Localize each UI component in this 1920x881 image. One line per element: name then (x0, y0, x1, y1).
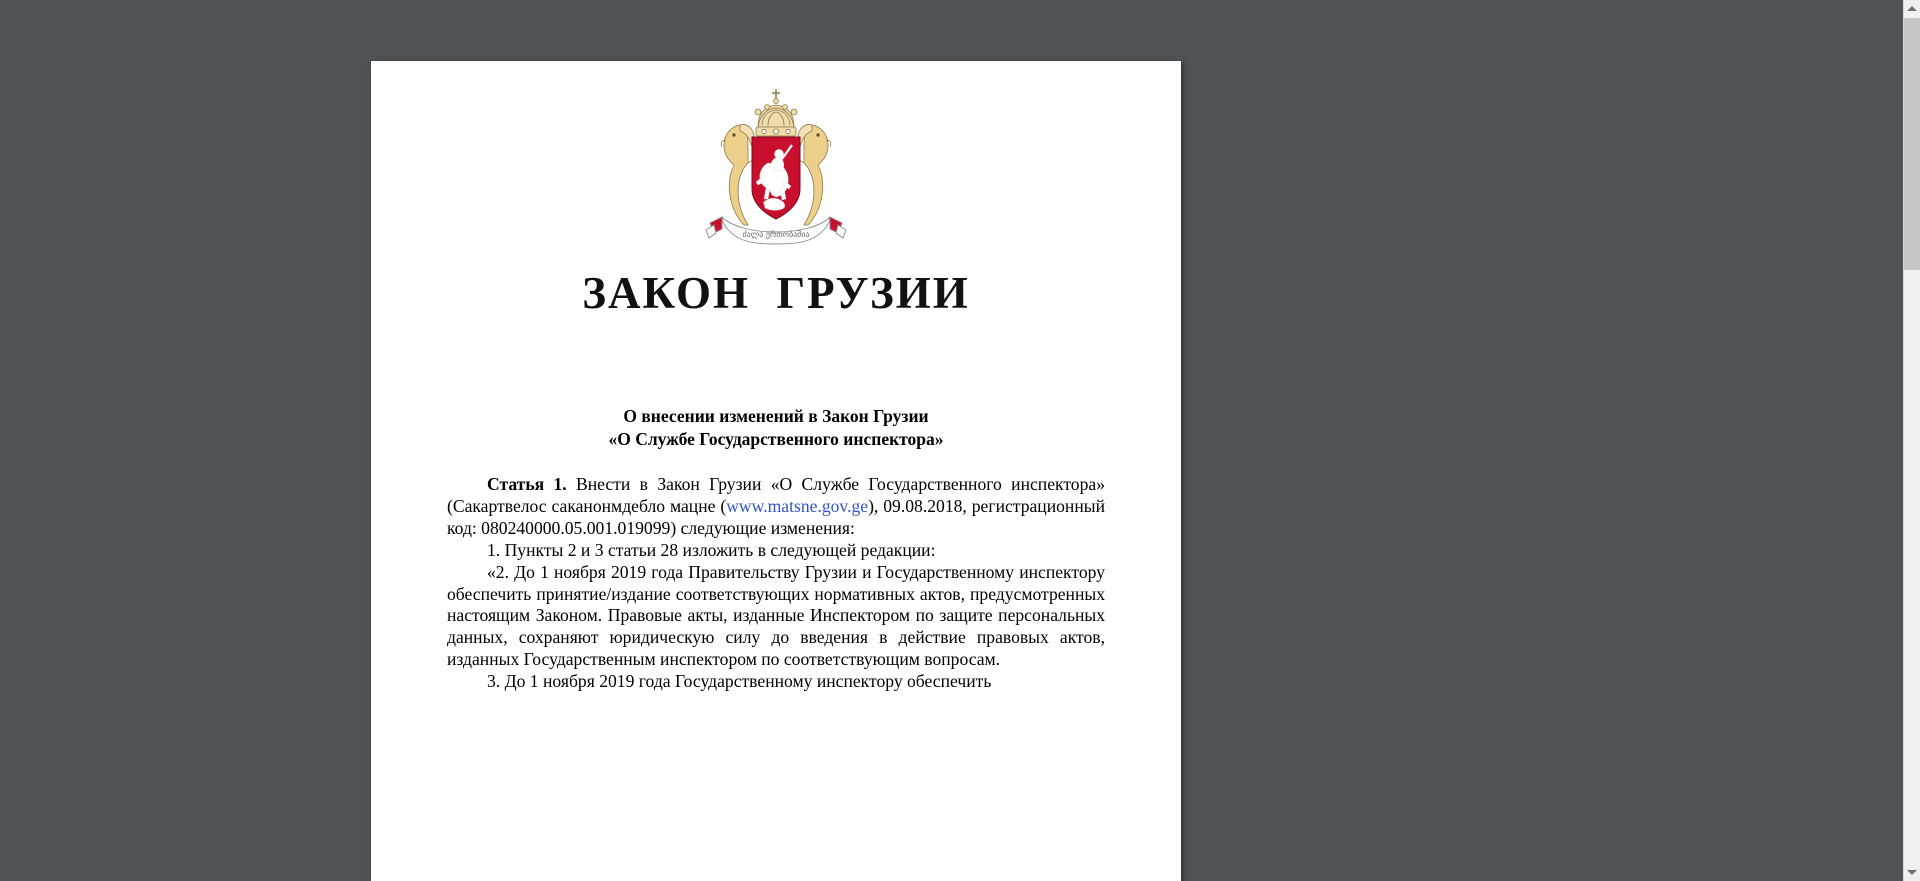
emblem-container (447, 61, 1105, 239)
paragraph-item-2: «2. До 1 ноября 2019 года Правительству Грузии и Государственному инспектору обеспечить принятие/издание соответствующих нормативных актов, предусмотренных настоящим Законом. Правовые акты, изданные Инспектором по защите персональных данных, сохраняют юридическую силу до введения в действие правовых актов, изданных Государственным инспектором по соответствующим вопросам. (447, 561, 1105, 670)
subtitle-line-2: «О Службе Государственного инспектора» (608, 429, 944, 450)
paragraph-article-1 (447, 474, 1105, 540)
document-page (371, 61, 1181, 881)
document-body (447, 474, 1105, 693)
matsne-link[interactable]: www.matsne.gov.ge (726, 495, 869, 516)
page-title: ЗАКОН ГРУЗИИ (582, 268, 970, 318)
article-1-text-before-link: Внести в Закон Грузии «О Службе Государственного инспектора» (Сакартвелос саканонмдебло мацне ( (447, 474, 1106, 516)
scroll-down-button[interactable] (1904, 864, 1920, 881)
paragraph-item-1: 1. Пункты 2 и 3 статьи 28 изложить в следующей редакции: (487, 539, 936, 560)
document-subtitle (447, 405, 1105, 453)
paragraph-item-3: 3. До 1 ноября 2019 года Государственному инспектору обеспечить (487, 671, 992, 692)
svg-text:ძალა ერთობაშია: ძალა ერთობაშია (742, 230, 810, 239)
article-1-text-after-link: ), 09.08.2018, регистрационный код: 080240000.05.001.019099) следующие изменения: (447, 495, 1106, 538)
coat-of-arms-of-georgia-icon (696, 85, 856, 247)
chevron-down-icon (1907, 870, 1917, 875)
article-1-label: Статья 1. (487, 474, 567, 495)
chevron-up-icon (1907, 6, 1917, 11)
scrollbar-thumb[interactable] (1904, 18, 1920, 270)
vertical-scrollbar[interactable] (1903, 0, 1920, 881)
subtitle-line-1: О внесении изменений в Закон Грузии (623, 405, 929, 426)
scroll-up-button[interactable] (1904, 0, 1920, 17)
